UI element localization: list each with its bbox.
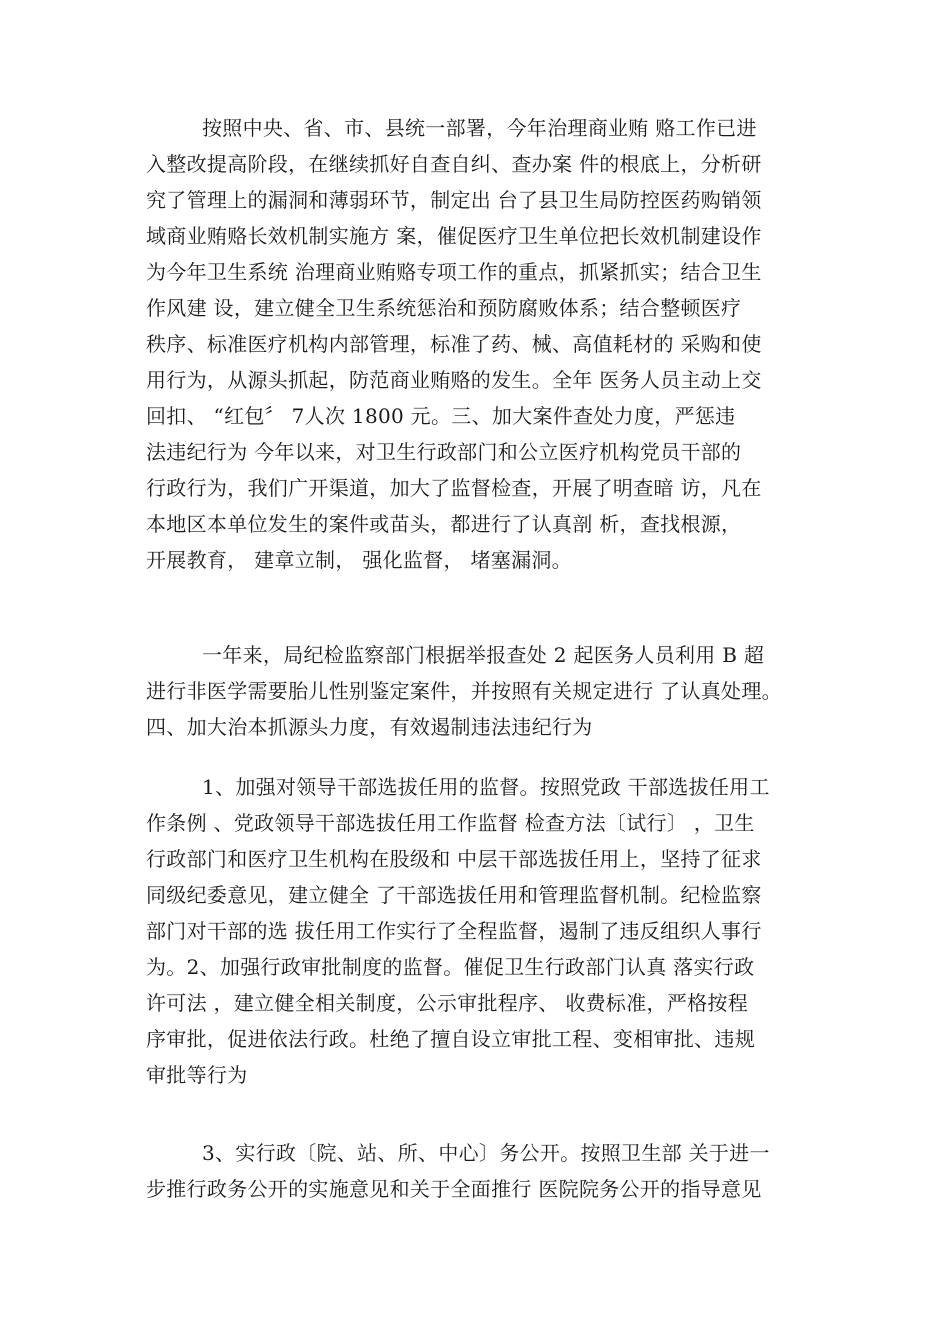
text-line: 为今年卫生系统 治理商业贿赂专项工作的重点，抓紧抓实；结合卫生 xyxy=(146,260,762,284)
text-line: 步推行政务公开的实施意见和关于全面推行 医院院务公开的指导意见 xyxy=(146,1177,762,1201)
paragraph-affairs-disclosure xyxy=(146,1135,826,1207)
paragraph-anti-bribery xyxy=(146,110,826,578)
text-line: 四、加大治本抓源头力度，有效遏制违法违纪行为 xyxy=(146,715,593,739)
text-line: 进行非医学需要胎儿性别鉴定案件，并按照有关规定进行 了认真处理。 xyxy=(146,679,782,703)
paragraph-case-handling xyxy=(146,637,826,745)
paragraph-cadre-supervision xyxy=(146,769,826,1093)
text-line: 作条例 、党政领导干部选拔任用工作监督 检查方法〔试行〕 ，卫生 xyxy=(146,811,755,835)
text-line: 开展教育， 建章立制， 强化监督， 堵塞漏洞。 xyxy=(146,548,572,572)
text-line: 为。2、加强行政审批制度的监督。催促卫生行政部门认真 落实行政 xyxy=(146,955,755,979)
text-line: 3、实行政〔院、站、所、中心〕务公开。按照卫生部 关于进一 xyxy=(202,1141,770,1165)
text-line: 秩序、标准医疗机构内部管理，标准了药、械、高值耗材的 采购和使 xyxy=(146,332,762,356)
text-line: 域商业贿赂长效机制实施方 案，催促医疗卫生单位把长效机制建设作 xyxy=(146,224,762,248)
text-line: 用行为，从源头抓起，防范商业贿赂的发生。全年 医务人员主动上交 xyxy=(146,368,762,392)
text-line: 回扣、 “红包〞 7人次 1800 元。三、加大案件查处力度，严惩违 xyxy=(146,404,736,428)
text-line: 入整改提高阶段，在继续抓好自查自纠、查办案 件的根底上，分析研 xyxy=(146,152,762,176)
text-line: 许可法 ，建立健全相关制度，公示审批程序、 收费标准，严格按程 xyxy=(146,991,749,1015)
text-line: 作风建 设，建立健全卫生系统惩治和预防腐败体系；结合整顿医疗 xyxy=(146,296,742,320)
text-line: 行政部门和医疗卫生机构在股级和 中层干部选拔任用上，坚持了征求 xyxy=(146,847,762,871)
text-line: 部门对干部的选 拔任用工作实行了全程监督，遏制了违反组织人事行 xyxy=(146,919,762,943)
text-line: 法违纪行为 今年以来，对卫生行政部门和公立医疗机构党员干部的 xyxy=(146,440,742,464)
text-line: 一年来，局纪检监察部门根据举报查处 2 起医务人员利用 B 超 xyxy=(202,643,765,667)
text-line: 按照中央、省、市、县统一部署，今年治理商业贿 赂工作已进 xyxy=(202,116,757,140)
text-line: 本地区本单位发生的案件或苗头，都进行了认真剖 析，查找根源， xyxy=(146,512,742,536)
text-line: 审批等行为 xyxy=(146,1063,248,1087)
text-line: 究了管理上的漏洞和薄弱环节，制定出 台了县卫生局防控医药购销领 xyxy=(146,188,762,212)
text-line: 序审批，促进依法行政。杜绝了擅自设立审批工程、变相审批、违规 xyxy=(146,1027,755,1051)
text-line: 行政行为，我们广开渠道，加大了监督检查，开展了明查暗 访，凡在 xyxy=(146,476,762,500)
text-line: 同级纪委意见，建立健全 了干部选拔任用和管理监督机制。纪检监察 xyxy=(146,883,762,907)
text-line: 1、加强对领导干部选拔任用的监督。按照党政 干部选拔任用工 xyxy=(202,775,770,799)
